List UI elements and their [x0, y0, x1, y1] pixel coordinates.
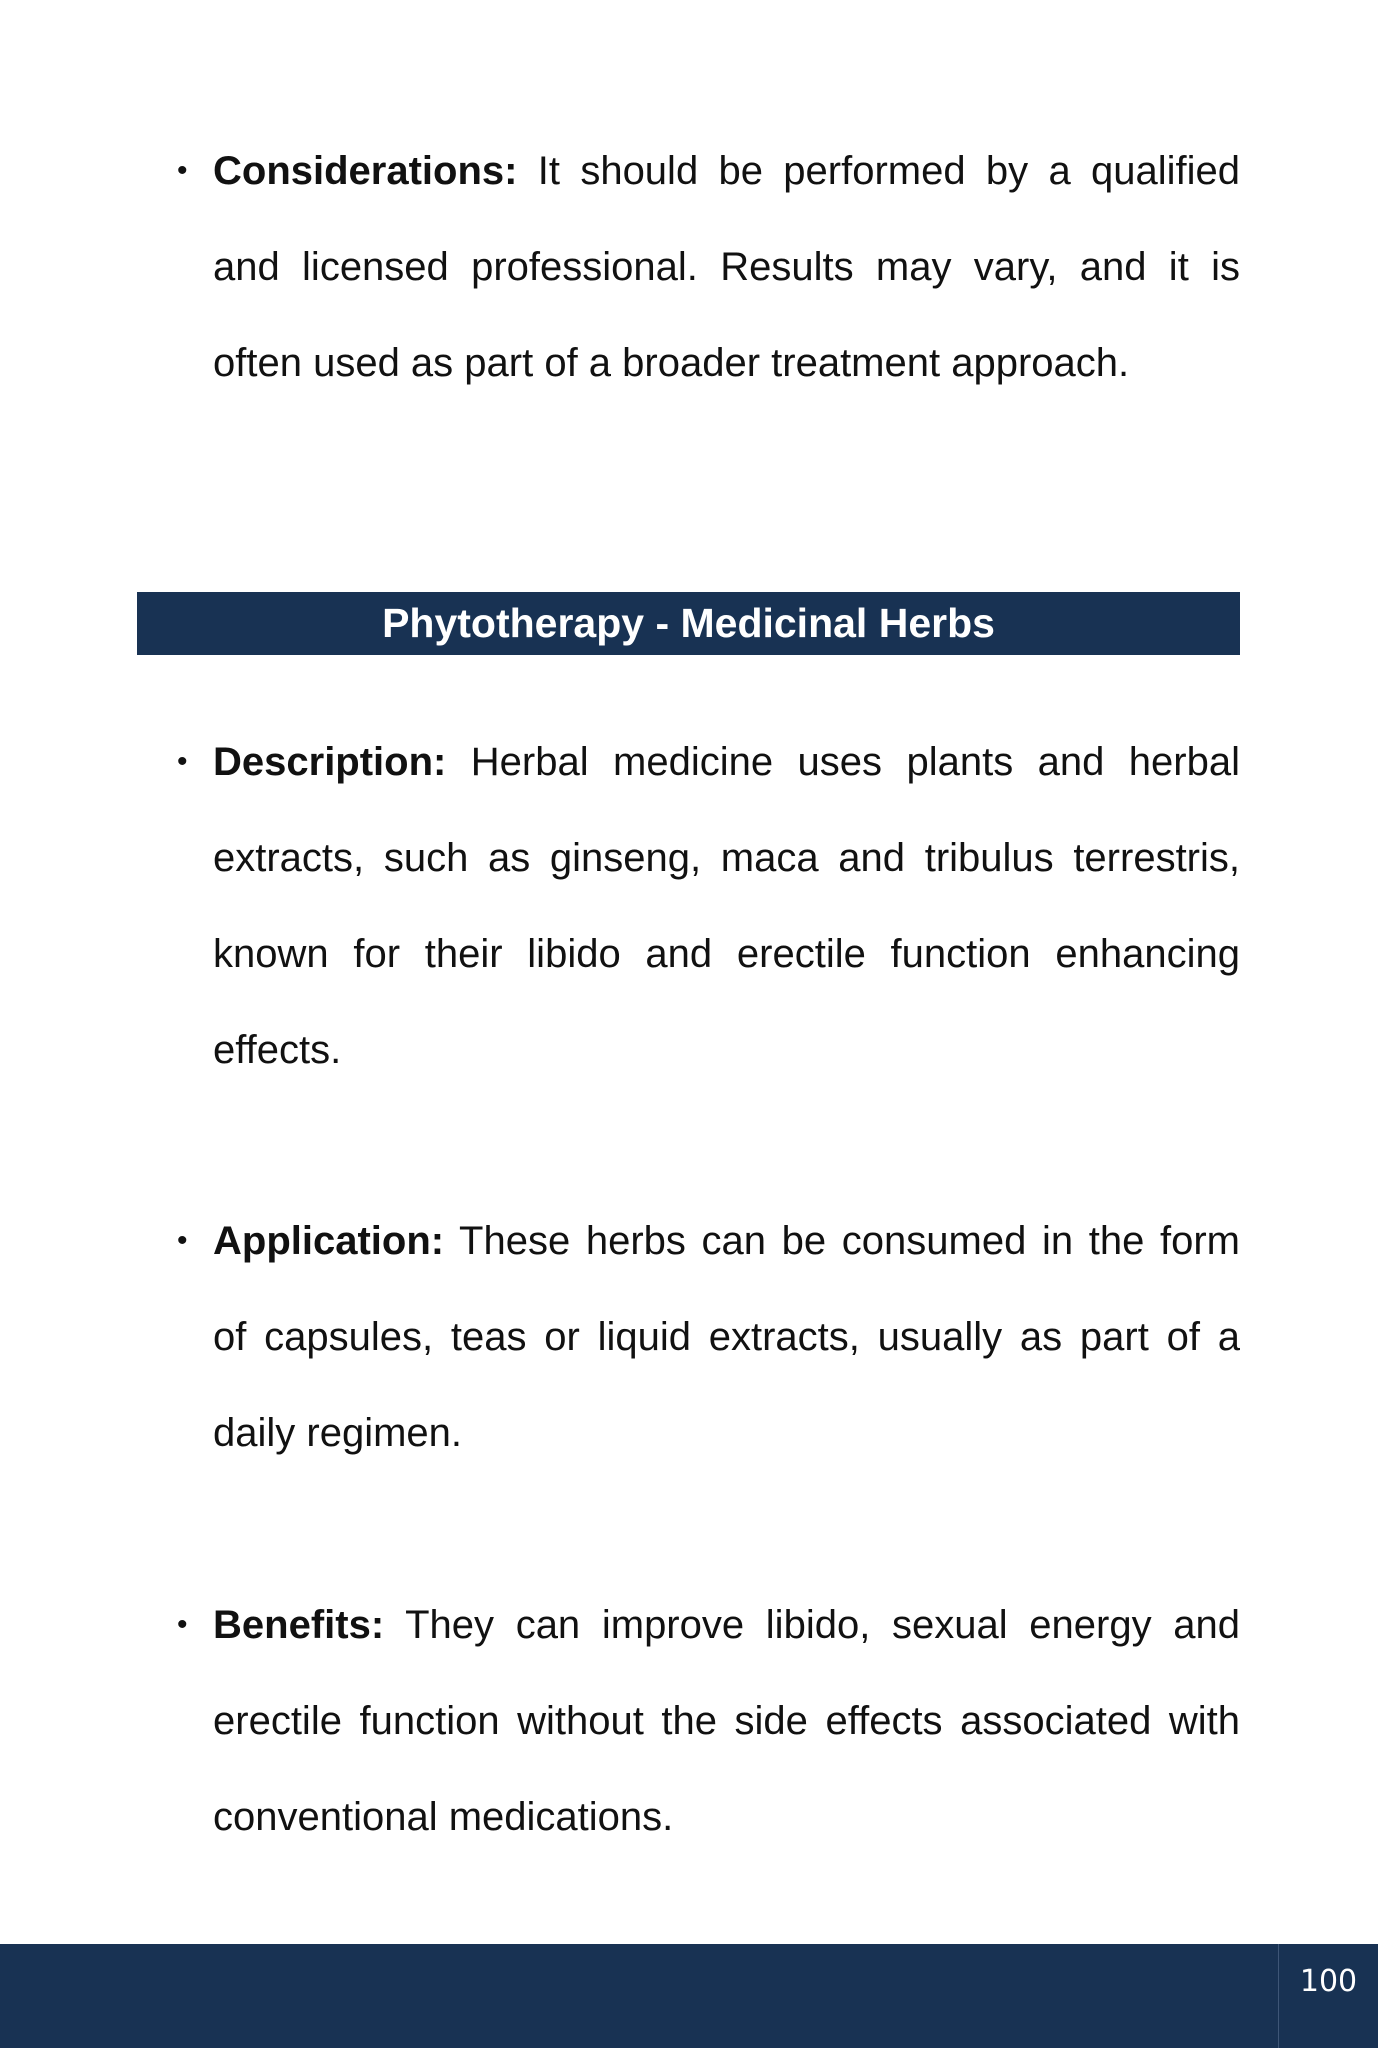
- section-header: Phytotherapy - Medicinal Herbs: [137, 592, 1240, 655]
- item-label: Considerations:: [213, 149, 518, 193]
- bullet-item-considerations: [177, 123, 1240, 411]
- bullet-icon: •: [177, 1224, 188, 1257]
- item-text: They can improve libido, sexual energy and erectile function without the side effects associated with conventional medications.: [213, 1603, 1240, 1839]
- item-label: Description:: [213, 740, 447, 784]
- bullet-icon: •: [177, 154, 188, 187]
- page-footer: [0, 1944, 1378, 2048]
- bullet-item-application: [177, 1193, 1240, 1481]
- item-label: Benefits:: [213, 1603, 385, 1647]
- item-text: These herbs can be consumed in the form of capsules, teas or liquid extracts, usually as part of a daily regimen.: [213, 1219, 1240, 1455]
- bullet-icon: •: [177, 1608, 188, 1641]
- item-text: Herbal medicine uses plants and herbal extracts, such as ginseng, maca and tribulus terrestris, known for their libido and erectile function enhancing effects.: [213, 740, 1240, 1072]
- item-label: Application:: [213, 1219, 445, 1263]
- bullet-item-description: [177, 714, 1240, 1098]
- bullet-item-benefits: [177, 1577, 1240, 1865]
- item-text: It should be performed by a qualified and licensed professional. Results may vary, and it is often used as part of a broader treatment approach.: [213, 149, 1240, 385]
- bullet-icon: •: [177, 745, 188, 778]
- page-number: 100: [1299, 1964, 1358, 1999]
